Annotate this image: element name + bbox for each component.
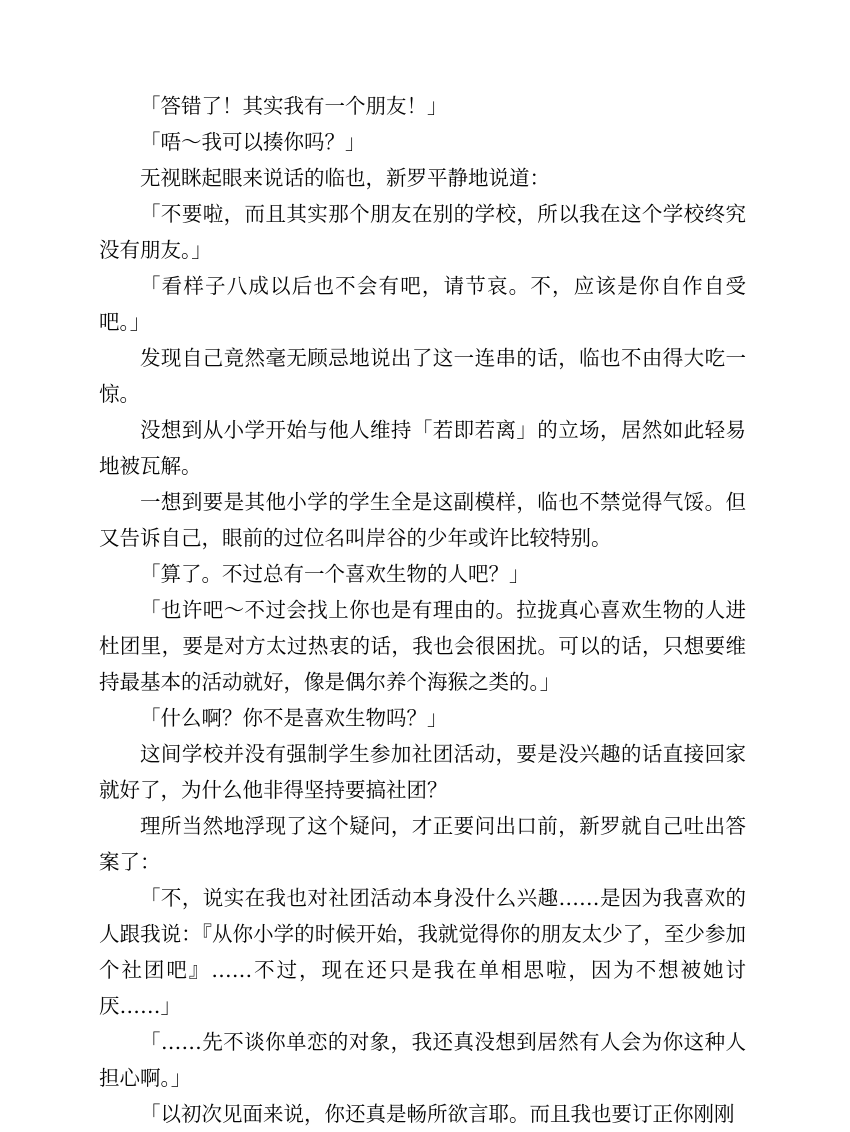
paragraph: 无视眯起眼来说话的临也，新罗平静地说道： [140, 166, 550, 190]
paragraph: 「看样子八成以后也不会有吧，请节哀。不，应该是你自作自受吧。」 [99, 274, 746, 334]
paragraph: 理所当然地浮现了这个疑问，才正要问出口前，新罗就自己吐出答案了： [99, 814, 746, 874]
paragraph: 「答错了！其实我有一个朋友！」 [140, 94, 448, 118]
paragraph: 「也许吧～不过会找上你也是有理由的。拉拢真心喜欢生物的人进杜团里，要是对方太过热衷的话，我也会很困扰。可以的话，只想要维持最基本的活动就好，像是偶尔养个海猴之类的。」 [99, 598, 746, 694]
paragraph: 一想到要是其他小学的学生全是这副模样，临也不禁觉得气馁。但又告诉自己，眼前的过位名叫岸谷的少年或许比较特别。 [99, 490, 746, 550]
paragraph: 「不要啦，而且其实那个朋友在别的学校，所以我在这个学校终究没有朋友。」 [99, 202, 746, 262]
paragraph: 「算了。不过总有一个喜欢生物的人吧？」 [140, 562, 530, 586]
paragraph: 没想到从小学开始与他人维持「若即若离」的立场，居然如此轻易地被瓦解。 [99, 418, 746, 478]
paragraph: 「以初次见面来说，你还真是畅所欲言耶。而且我也要订正你刚刚 [140, 1102, 735, 1126]
paragraph: 「唔～我可以揍你吗？」 [140, 130, 366, 154]
paragraph: 「……先不谈你单恋的对象，我还真没想到居然有人会为你这种人担心啊。」 [99, 1030, 746, 1090]
paragraph: 发现自己竟然毫无顾忌地说出了这一连串的话，临也不由得大吃一惊。 [99, 346, 746, 406]
paragraph: 「不，说实在我也对社团活动本身没什么兴趣……是因为我喜欢的人跟我说：『从你小学的时候开始，我就觉得你的朋友太少了，至少参加个社团吧』……不过，现在还只是我在单相思啦，因为不想被她讨厌……」 [99, 886, 746, 1018]
paragraph: 「什么啊？你不是喜欢生物吗？」 [140, 706, 448, 730]
body-text-column [99, 88, 746, 1132]
paragraph: 这间学校并没有强制学生参加社团活动，要是没兴趣的话直接回家就好了，为什么他非得坚持要搞社团？ [99, 742, 746, 802]
